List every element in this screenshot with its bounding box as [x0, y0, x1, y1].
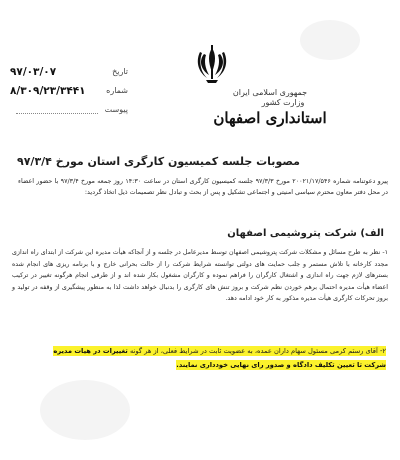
- attachment-line: [16, 105, 98, 114]
- attachment-row: [10, 100, 128, 119]
- document-title: مصوبات جلسه کمیسیون کارگری استان مورخ ۹۷/۳/۴: [17, 155, 300, 168]
- para2-text: ۲- آقای رستم کرمی مسئول سهام داران عمده، به عضویت ثابت در شرایط فعلی، از هر گونه: [129, 347, 386, 355]
- section-heading: الف) شرکت پتروشیمی اصفهان: [227, 228, 384, 239]
- paper-stain: [300, 20, 360, 60]
- attachment-label: پیوست: [104, 105, 128, 114]
- ministry-name: وزارت کشور: [261, 98, 305, 107]
- country-name: جمهوری اسلامی ایران: [232, 88, 308, 97]
- para2-emphasis-2: تعیین تکلیف دادگاه و صدور رای نهایی خودداری نمایند.: [176, 361, 355, 369]
- paper-stain: [40, 380, 130, 440]
- date-label: تاریخ: [112, 67, 128, 76]
- number-value: ۸/۳۰۹/۲۳/۳۴۴۱: [10, 84, 86, 97]
- letterhead: [170, 88, 370, 127]
- resolution-paragraph-2: [52, 344, 386, 372]
- para2-emphasis-1: تغییرات در هیات مدیره شرکت تا: [53, 347, 386, 369]
- number-label: شماره: [106, 86, 128, 95]
- highlighted-text: [53, 346, 386, 370]
- resolution-paragraph-1: ۱- نظر به طرح مسائل و مشکلات شرکت پتروشیمی اصفهان توسط مدیرعامل در جلسه و از آنجاکه هیأت مدیره این شرکت از ابتدای راه اندازی مجدد کارخانه با تلاش مستمر و جلب حمایت های دولتی توانسته شرایط شرکت را از حالت بحرانی خارج و با برنامه ریزی های انجام شده بسترهای لازم جهت راه اندازی و اشتغال کارگران را فراهم نموده و کارگران مشغول بکار شده اند و از طرفی انجام هرگونه تغییر در ترکیب اعضاء هیأت مدیره احتمال برهم خوردن نظم شرکت و بروز تنش های کارگری را بدنبال خواهد داشت لذا به منظور پیشگیری از وقفه در تولید و بروز تحرکات کارگری هیأت مدیره مذکور به کار خود ادامه دهد.: [12, 249, 388, 303]
- number-row: [10, 81, 128, 100]
- intro-paragraph: پیرو دعوتنامه شماره ۲۰۰۲۱/۱۷/۵۴۶ مورخ ۹۷/۳/۳ جلسه کمیسیون کارگری استان در ساعت ۱۴:۳۰ روز جمعه مورخ ۹۷/۳/۴ با حضور اعضاء در محل دفتر معاون محترم سیاسی امنیتی و اجتماعی تشکیل و پس از بحث و تبادل نظر تصمیمات ذیل اتخاذ گردید:: [18, 177, 389, 196]
- governorate-name: استانداری اصفهان: [213, 109, 327, 127]
- letter-meta: [10, 62, 128, 119]
- date-value: ۹۷/۰۳/۰۷: [10, 65, 57, 78]
- iran-emblem-icon: [195, 44, 229, 84]
- date-row: [10, 62, 128, 81]
